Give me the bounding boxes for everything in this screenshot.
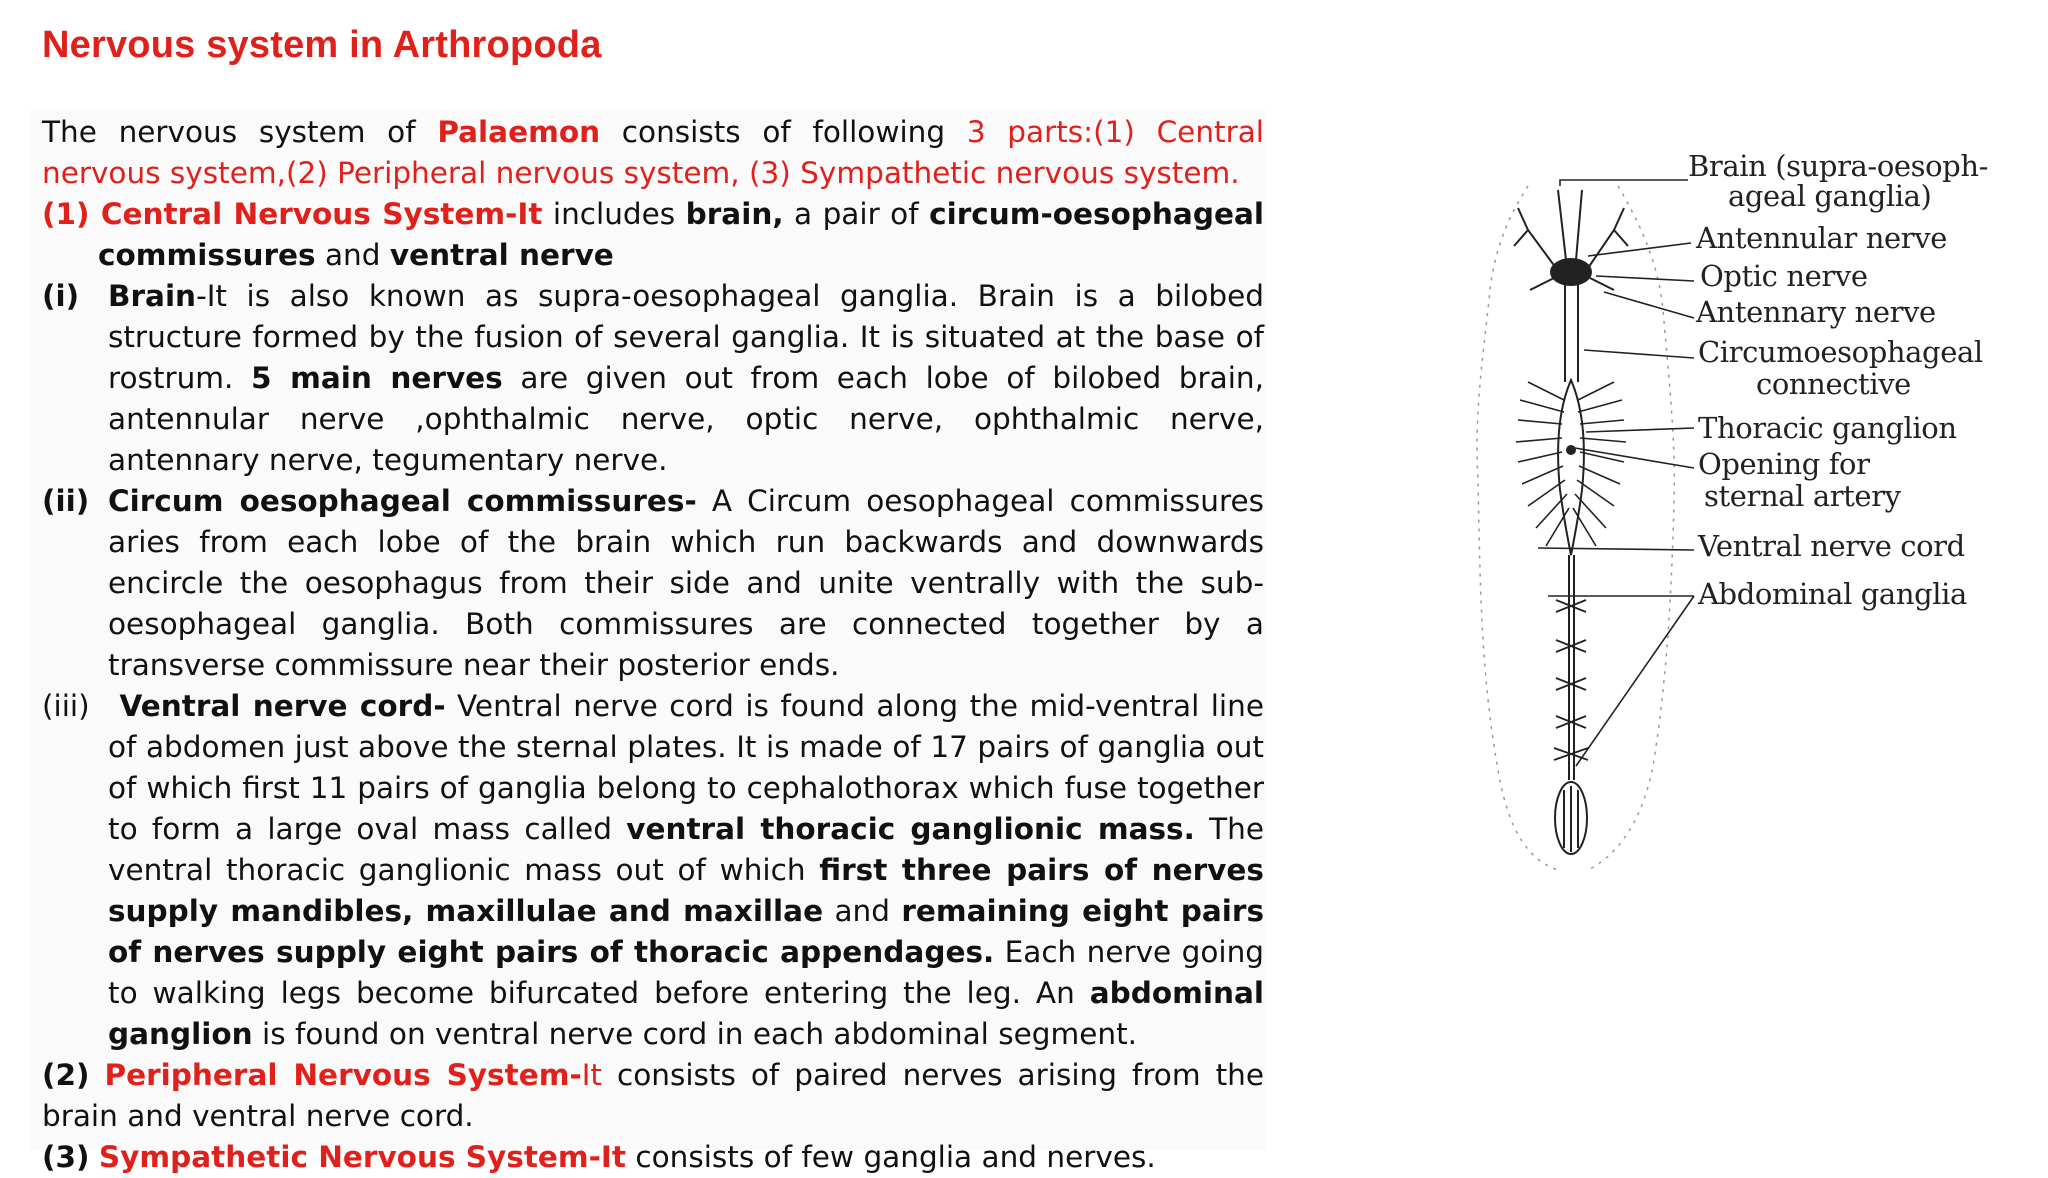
label-connective: connective [1756, 367, 1911, 401]
vnc-text-1: Ventral nerve cord is found along the mid-ventral line of abdomen just above the sternal plates. It is made of 17 pairs of ganglia out of which first 11 pairs of ganglia belong to cephalothorax which fuse together to form a large oval mass called [108, 689, 1264, 846]
brain-text-1: -It is also known as supra-oesophageal ganglia. Brain is a bilobed structure formed by the fusion of several ganglia. It is situated at the base of rostrum. [108, 279, 1264, 395]
label-ventral-nerve-cord: Ventral nerve cord [1698, 529, 1965, 563]
vnc-text-2: The ventral thoracic ganglionic mass out of which [108, 812, 1264, 887]
brain-bold-text: 5 main nerves [251, 361, 503, 395]
vnc-item [42, 686, 1264, 1055]
intro-text: The nervous system of [42, 115, 438, 149]
cns-text-2: a pair of [783, 197, 930, 231]
nervous-system-diagram [1418, 150, 2018, 880]
vnc-heading: Ventral nerve cord- [119, 689, 446, 723]
brain-item [42, 276, 1264, 481]
label-sternal-artery: sternal artery [1704, 479, 1901, 513]
pns-number: (2) [42, 1058, 90, 1092]
circum-text: A Circum oesophageal commissures aries from each lobe of the brain which run backwards and downwards encircle the oesophagus from their side and unite ventrally with the sub-oesophageal ganglia. Both commissures are connected together by a transverse commissure near their posterior ends. [108, 484, 1264, 682]
cns-heading: (1) Central Nervous System-It [42, 197, 543, 231]
page-title: Nervous system in Arthropoda [42, 24, 602, 66]
vnc-text-3: and [823, 894, 902, 928]
cns-text-1: includes [542, 197, 686, 231]
document-body [42, 112, 1264, 1178]
cns-ventral-term: ventral nerve [389, 238, 614, 272]
label-circumoesophageal: Circumoesophageal [1698, 335, 1983, 369]
vnc-bold-2: first three pairs of nerves supply mandibles, maxillulae and maxillae [108, 853, 1264, 928]
pns-text: consists of paired nerves arising from the brain and ventral nerve cord. [42, 1058, 1264, 1133]
label-antennary-nerve: Antennary nerve [1696, 295, 1936, 329]
label-antennular-nerve: Antennular nerve [1696, 221, 1947, 255]
vnc-bold-3: remaining eight pairs of nerves supply eight pairs of thoracic appendages. [108, 894, 1265, 969]
sns-text: consists of few ganglia and nerves. [626, 1140, 1156, 1174]
sns-number: (3) [42, 1140, 90, 1174]
cns-brain-term: brain, [685, 197, 784, 231]
pns-paragraph [42, 1055, 1264, 1137]
label-abdominal-ganglia: Abdominal ganglia [1698, 577, 1967, 611]
item-number: (i) [42, 279, 80, 313]
label-optic-nerve: Optic nerve [1700, 259, 1868, 293]
vnc-bold-1: ventral thoracic ganglionic mass. [626, 812, 1195, 846]
pns-it: It [581, 1058, 602, 1092]
cns-circum-term: circum-oesophageal commissures [98, 197, 1264, 272]
circum-item [42, 481, 1264, 686]
palaemon-term: Palaemon [437, 115, 601, 149]
label-thoracic-ganglion: Thoracic ganglion [1698, 411, 1957, 445]
label-brain-line2: ageal ganglia) [1728, 179, 1932, 213]
sns-paragraph [42, 1137, 1264, 1178]
label-opening-for: Opening for [1698, 447, 1870, 481]
brain-text-2: are given out from each lobe of bilobed brain, antennular nerve ,ophthalmic nerve, optic nerve, ophthalmic nerve, antennary nerve, tegumentary nerve. [108, 361, 1265, 477]
cns-text-3: and [315, 238, 390, 272]
pns-heading: Peripheral Nervous System- [104, 1058, 582, 1092]
vnc-text-4: Each nerve going to walking legs become bifurcated before entering the leg. An [108, 935, 1264, 1010]
item-number: (ii) [42, 484, 90, 518]
item-number: (iii) [42, 689, 90, 723]
vnc-text-5: is found on ventral nerve cord in each abdominal segment. [252, 1017, 1138, 1051]
sns-heading: Sympathetic Nervous System-It [98, 1140, 626, 1174]
intro-paragraph [42, 112, 1264, 194]
cns-paragraph [42, 194, 1264, 276]
parts-list-text: 3 parts:(1) Central nervous system,(2) Peripheral nervous system, (3) Sympathetic nervous system. [42, 115, 1264, 190]
brain-heading: Brain [108, 279, 197, 313]
label-brain-line1: Brain (supra-oesoph- [1688, 149, 1989, 183]
intro-text-2: consists of following [600, 115, 967, 149]
vnc-bold-4: abdominal ganglion [108, 976, 1264, 1051]
circum-heading: Circum oesophageal commissures- [108, 484, 697, 518]
